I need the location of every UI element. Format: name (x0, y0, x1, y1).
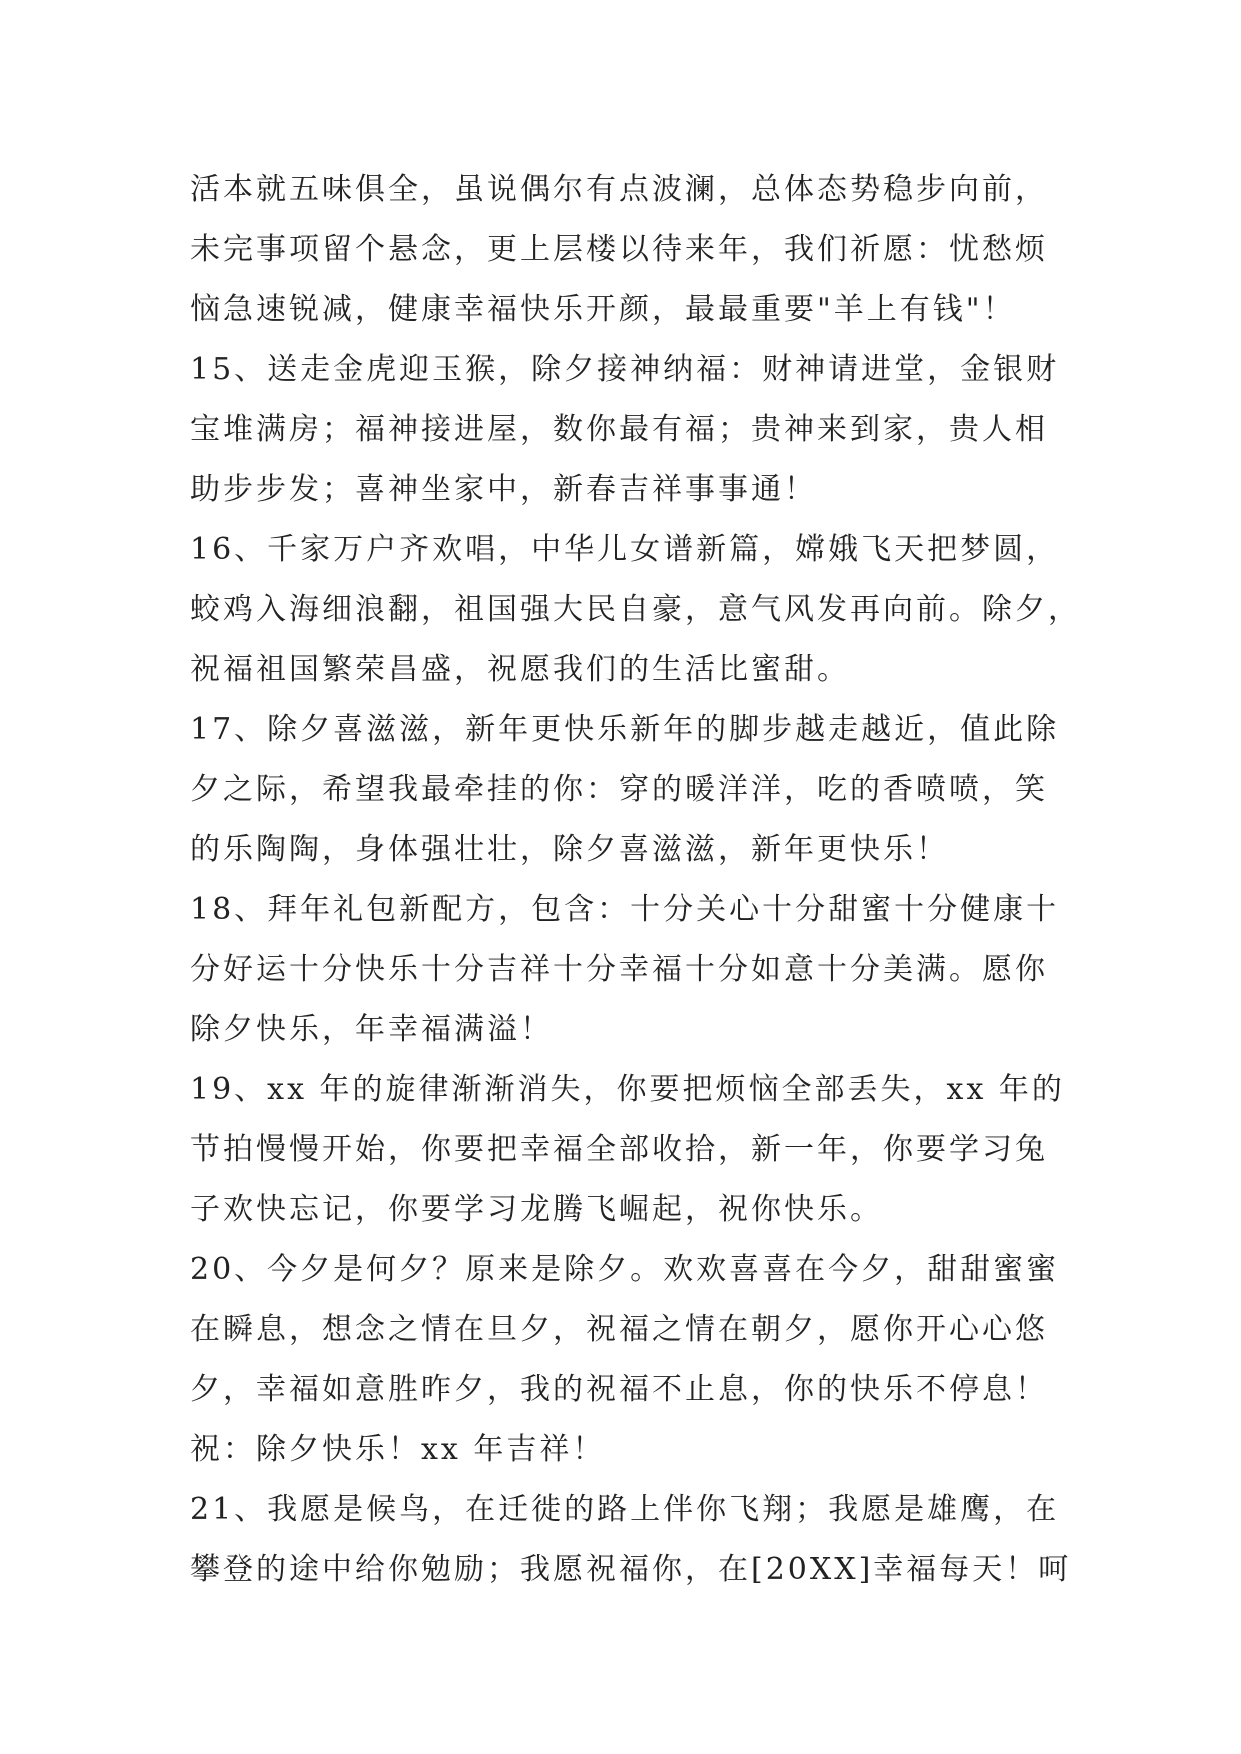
text-line: 21、我愿是候鸟，在迁徙的路上伴你飞翔；我愿是雄鹰，在 (190, 1492, 1060, 1527)
text-line: 蛟鸡入海细浪翻，祖国强大民自豪，意气风发再向前。除夕， (190, 592, 1081, 627)
text-line: 恼急速锐减，健康幸福快乐开颜，最最重要"羊上有钱"！ (190, 292, 1016, 327)
text-line: 夕之际，希望我最牵挂的你：穿的暖洋洋，吃的香喷喷，笑 (190, 772, 1048, 807)
text-line: 助步步发；喜神坐家中，新春吉祥事事通！ (190, 472, 817, 507)
text-line: 16、千家万户齐欢唱，中华儿女谱新篇，嫦娥飞天把梦圆， (190, 532, 1060, 567)
text-line: 祝：除夕快乐！xx 年吉祥！ (190, 1432, 606, 1467)
text-line: 节拍慢慢开始，你要把幸福全部收拾，新一年，你要学习兔 (190, 1132, 1048, 1167)
document-body (190, 160, 1081, 1600)
text-line: 分好运十分快乐十分吉祥十分幸福十分如意十分美满。愿你 (190, 952, 1048, 987)
text-line: 祝福祖国繁荣昌盛，祝愿我们的生活比蜜甜。 (190, 652, 850, 687)
text-line: 18、拜年礼包新配方，包含：十分关心十分甜蜜十分健康十 (190, 892, 1060, 927)
text-line: 除夕快乐，年幸福满溢！ (190, 1012, 553, 1047)
text-line: 宝堆满房；福神接进屋，数你最有福；贵神来到家，贵人相 (190, 412, 1048, 447)
text-line: 活本就五味俱全，虽说偶尔有点波澜，总体态势稳步向前， (190, 172, 1048, 207)
text-line: 在瞬息，想念之情在旦夕，祝福之情在朝夕，愿你开心心悠 (190, 1312, 1048, 1347)
text-line: 19、xx 年的旋律渐渐消失，你要把烦恼全部丢失，xx 年的 (190, 1072, 1065, 1107)
text-line: 20、今夕是何夕？原来是除夕。欢欢喜喜在今夕，甜甜蜜蜜 (190, 1252, 1060, 1287)
text-line: 15、送走金虎迎玉猴，除夕接神纳福：财神请进堂，金银财 (190, 352, 1060, 387)
text-line: 子欢快忘记，你要学习龙腾飞崛起，祝你快乐。 (190, 1192, 883, 1227)
text-line: 17、除夕喜滋滋，新年更快乐新年的脚步越走越近，值此除 (190, 712, 1060, 747)
text-line: 夕，幸福如意胜昨夕，我的祝福不止息，你的快乐不停息！ (190, 1372, 1048, 1407)
text-line: 攀登的途中给你勉励；我愿祝福你，在[20XX]幸福每天！呵 (190, 1552, 1072, 1587)
text-line: 的乐陶陶，身体强壮壮，除夕喜滋滋，新年更快乐！ (190, 832, 949, 867)
text-line: 未完事项留个悬念，更上层楼以待来年，我们祈愿：忧愁烦 (190, 232, 1048, 267)
